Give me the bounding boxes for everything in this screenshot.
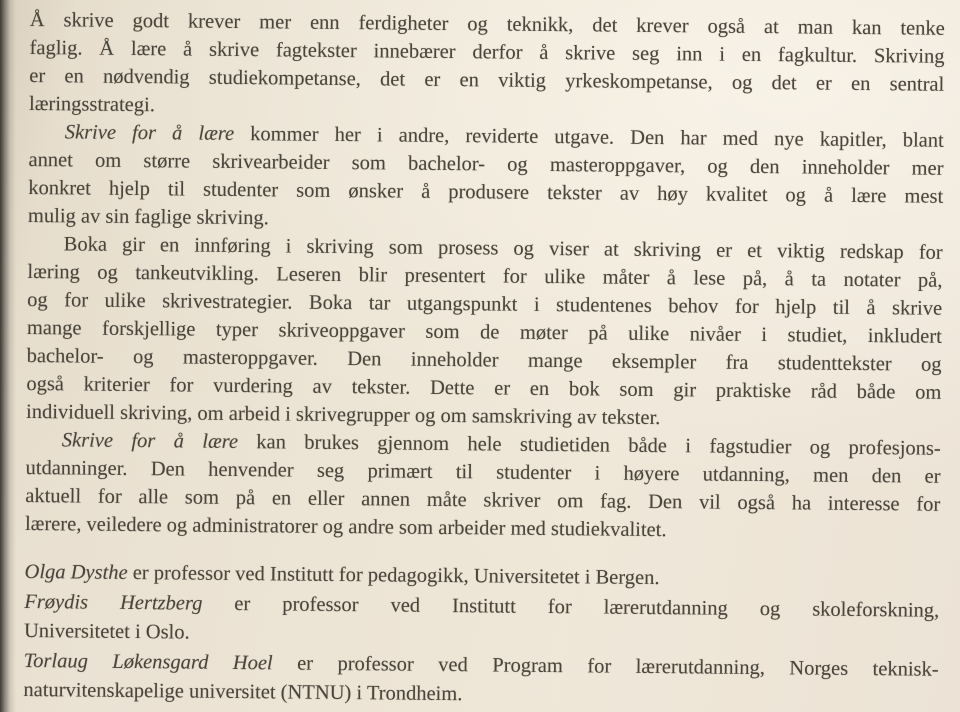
text-line: læringsstrategi.	[28, 92, 156, 117]
italic-author-name: Olga Dysthe	[24, 560, 128, 584]
text-line: faglig. Å lære å skrive fagtekster innebærer derfor å skrive seg inn i en fagkultur. Skriving	[29, 36, 945, 68]
text-line: er en nødvendig studiekompetanse, det er en viktig yrkeskompetanse, og det er en sentral	[29, 64, 945, 96]
italic-book-title: Skrive for å lære	[61, 429, 239, 454]
text-line: Universitetet i Oslo.	[23, 620, 190, 644]
page-left-edge-shadow	[0, 0, 16, 712]
text-line: individuell skriving, om arbeid i skrivegrupper og om samskriving av tekster.	[25, 400, 661, 430]
italic-author-name: Frøydis Hertzberg	[24, 590, 203, 615]
text-line: og for ulike skrivestrategier. Boka tar utgangspunkt i studentenes behov for hjelp til å skrive	[27, 288, 943, 320]
text-line: Frøydis Hertzberg er professor ved Institutt for lærerutdanning og skoleforskning,	[24, 590, 940, 622]
italic-book-title: Skrive for å lære	[64, 121, 235, 145]
text-line: mulig av sin faglige skriving.	[27, 204, 269, 230]
book-blurb	[25, 6, 945, 547]
text-line: Boka gir en innføring i skriving som prosess og viser at skriving er et viktig redskap for	[63, 233, 943, 264]
text-line: bachelor- og masteroppgaver. Den inneholder mange eksempler fra studenttekster og	[26, 344, 942, 376]
author-bios	[23, 558, 939, 712]
text-line: Skrive for å lære kan brukes gjennom hele studietiden både i fagstudier og profesjons-	[61, 429, 941, 460]
text-line: mange forskjellige typer skriveoppgaver som de møter på ulike nivåer i studiet, inkludert	[26, 316, 942, 348]
text-line: utdanninger. Den henvender seg primært til studenter i høyere utdanning, men den er	[25, 456, 941, 488]
text-line: Å skrive godt krever mer enn ferdigheter og teknikk, det krever også at man kan tenke	[29, 8, 945, 40]
text-line: læring og tankeutvikling. Leseren blir presentert for ulike måter å lese på, å ta notater på,	[27, 260, 943, 292]
italic-author-name: Torlaug Løkensgard Hoel	[23, 649, 273, 675]
text-line: Skrive for å lære kommer her i andre, reviderte utgave. Den har med nye kapitler, blant	[64, 121, 944, 152]
text-line: også kriterier for vurdering av tekster. Dette er en bok som gir praktiske råd både om	[26, 372, 942, 404]
text-line: Torlaug Løkensgard Hoel er professor ved Program for lærerutdanning, Norges teknisk-	[23, 649, 939, 681]
text-line: aktuell for alle som på en eller annen måte skriver om fag. Den vil også ha interesse for	[25, 484, 941, 516]
text-line: konkret hjelp til studenter som ønsker å produsere tekster av høy kvalitet og å lære mest	[28, 176, 944, 208]
text-line: Olga Dysthe er professor ved Institutt for pedagogikk, Universitetet i Bergen.	[24, 560, 660, 590]
text-line: lærere, veiledere og administratorer og andre som arbeider med studiekvalitet.	[24, 512, 667, 542]
text-line: annet om større skrivearbeider som bachelor- og masteroppgaver, og den inneholder mer	[28, 148, 944, 180]
text-line: naturvitenskapelige universitet (NTNU) i Trondheim.	[23, 679, 463, 706]
page-text	[23, 6, 945, 712]
